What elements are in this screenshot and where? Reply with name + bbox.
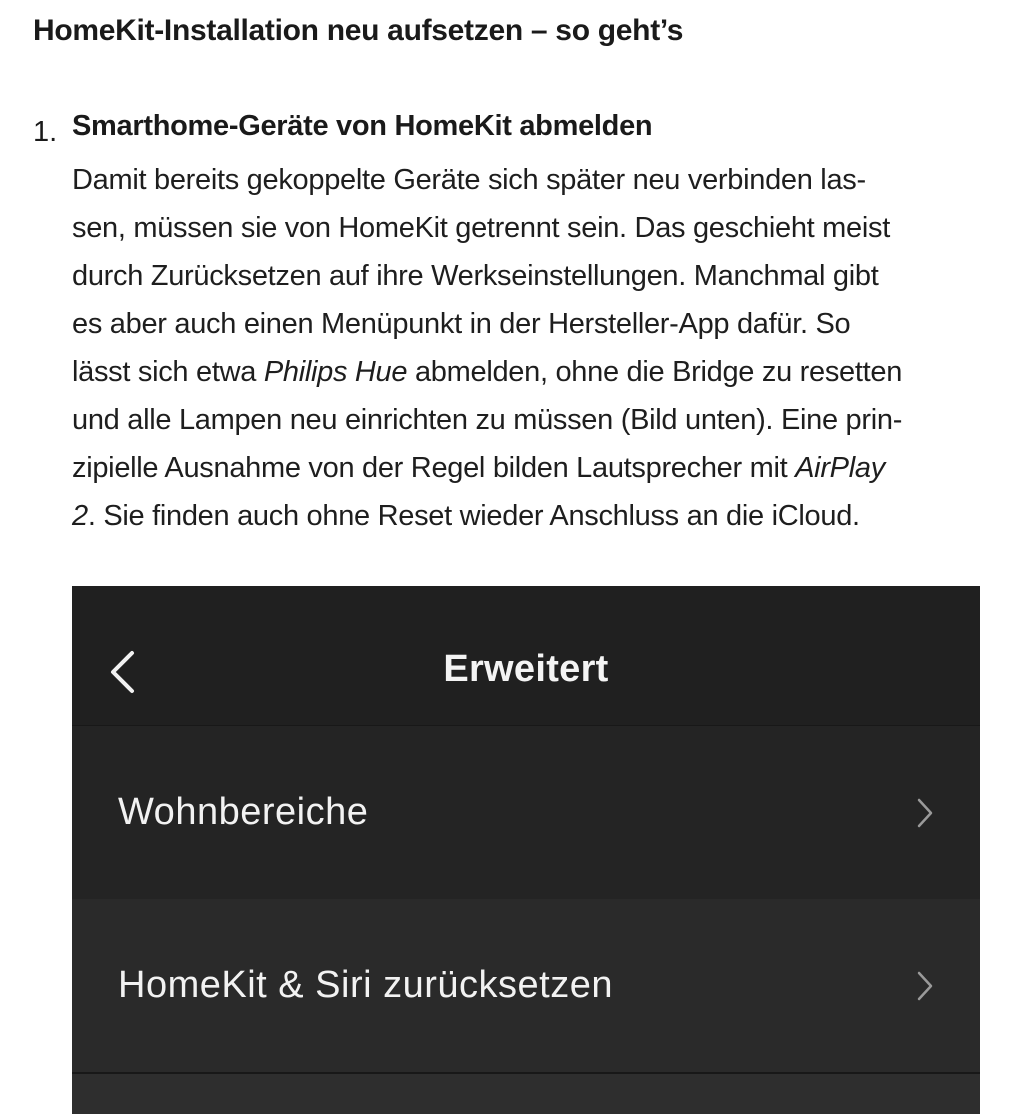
product-name-emphasis: AirPlay [795, 452, 885, 484]
menu-item-partial[interactable] [72, 1074, 980, 1114]
step-title: Smarthome-Geräte von HomeKit abmelden [72, 110, 653, 142]
body-line [72, 396, 992, 444]
nav-bar [72, 586, 980, 726]
body-text: abmelden, ohne die Bridge zu resetten [407, 356, 903, 388]
menu-item-wohnbereiche[interactable] [72, 726, 980, 899]
body-line [72, 156, 992, 204]
list-number: 1. [33, 116, 58, 148]
chevron-right-icon [916, 797, 934, 829]
app-screenshot [72, 586, 980, 1114]
body-text: . Sie finden auch ohne Reset wieder Anschluss an die iCloud. [87, 500, 860, 532]
nav-title: Erweitert [443, 648, 609, 690]
body-line [72, 204, 992, 252]
body-text: es aber auch einen Menüpunkt in der Hersteller-App dafür. So [72, 308, 851, 340]
chevron-right-icon [916, 970, 934, 1002]
body-line [72, 492, 992, 540]
body-line [72, 300, 992, 348]
product-name-emphasis: Philips Hue [263, 356, 408, 388]
body-line [72, 444, 992, 492]
body-text: durch Zurücksetzen auf ihre Werkseinstellungen. Manchmal gibt [72, 260, 879, 292]
body-text: sen, müssen sie von HomeKit getrennt sein. Das geschieht meist [72, 212, 890, 244]
article-heading: HomeKit-Installation neu aufsetzen – so geht’s [33, 14, 684, 47]
body-line [72, 252, 992, 300]
menu-item-label: HomeKit & Siri zurücksetzen [118, 964, 613, 1006]
step-body [72, 156, 992, 540]
body-text: lässt sich etwa [72, 356, 264, 388]
body-text: Damit bereits gekoppelte Geräte sich später neu verbinden las- [72, 164, 866, 196]
body-line [72, 348, 992, 396]
menu-item-homekit-siri-reset[interactable] [72, 899, 980, 1072]
menu-item-label: Wohnbereiche [118, 791, 369, 833]
body-text: zipielle Ausnahme von der Regel bilden Lautsprecher mit [72, 452, 796, 484]
body-text: und alle Lampen neu einrichten zu müssen (Bild unten). Eine prin- [72, 404, 903, 436]
product-name-emphasis: 2 [72, 500, 88, 532]
